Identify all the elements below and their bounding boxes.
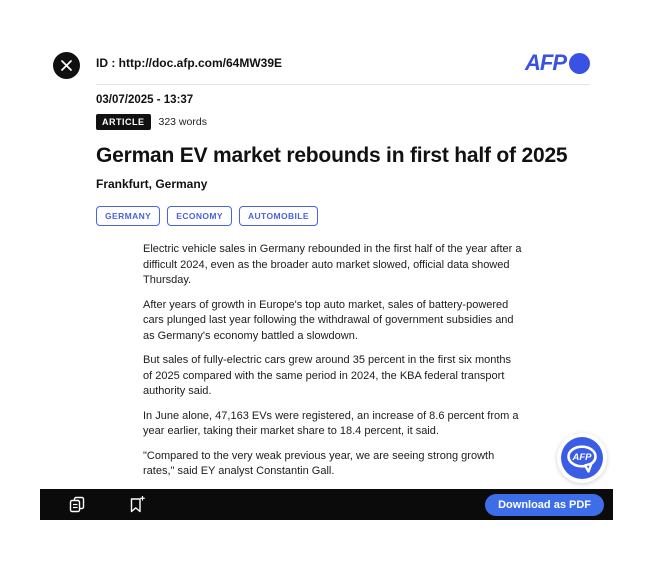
copy-button[interactable] xyxy=(68,495,87,514)
publish-datetime: 03/07/2025 - 13:37 xyxy=(96,94,194,106)
afp-logo xyxy=(525,50,590,76)
tag-economy[interactable]: ECONOMY xyxy=(167,206,232,226)
afp-chat-badge[interactable] xyxy=(557,433,607,483)
paragraph: But sales of fully-electric cars grew around 35 percent in the first six months of 2025 compared with the same period in 2024, the KBA federal transport authority said. xyxy=(143,354,512,397)
tag-germany[interactable]: GERMANY xyxy=(96,206,160,226)
meta-row xyxy=(96,114,590,130)
tag-automobile[interactable]: AUTOMOBILE xyxy=(239,206,318,226)
close-icon xyxy=(61,60,72,71)
paragraph: "Compared to the very weak previous year, we are seeing strong growth rates," said EY analyst Constantin Gall. xyxy=(143,449,495,477)
article-body xyxy=(143,242,523,520)
copy-icon xyxy=(68,495,87,514)
bookmark-button[interactable] xyxy=(128,495,146,514)
close-button[interactable] xyxy=(53,52,80,79)
article-type-badge: ARTICLE xyxy=(96,114,151,130)
bottom-toolbar xyxy=(40,489,613,520)
article-content xyxy=(96,50,590,529)
document-id: ID : http://doc.afp.com/64MW39E xyxy=(96,56,283,70)
afp-logo-text: AFP xyxy=(525,50,566,75)
tag-list xyxy=(96,206,590,226)
word-count: 323 words xyxy=(158,116,207,128)
article-location: Frankfurt, Germany xyxy=(96,177,208,191)
download-pdf-button[interactable]: Download as PDF xyxy=(485,494,604,516)
afp-chat-badge-label: AFP xyxy=(572,452,592,463)
bookmark-add-icon xyxy=(128,495,146,514)
afp-logo-dot-icon xyxy=(569,53,590,74)
paragraph: Electric vehicle sales in Germany rebounded in the first half of the year after a difficult 2024, even as the broader auto market slowed, official data showed Thursday. xyxy=(143,243,522,286)
paragraph: In June alone, 47,163 EVs were registered, an increase of 8.6 percent from a year earlier, taking their market share to 18.4 percent, it said. xyxy=(143,409,519,437)
article-headline: German EV market rebounds in first half of 2025 xyxy=(96,144,568,167)
afp-chat-bubble-icon xyxy=(561,437,603,479)
document-header xyxy=(96,50,590,85)
paragraph: After years of growth in Europe's top auto market, sales of battery-powered cars plunged last year following the withdrawal of government subsidies and as Germany's economy battled a slowdown. xyxy=(143,298,514,342)
